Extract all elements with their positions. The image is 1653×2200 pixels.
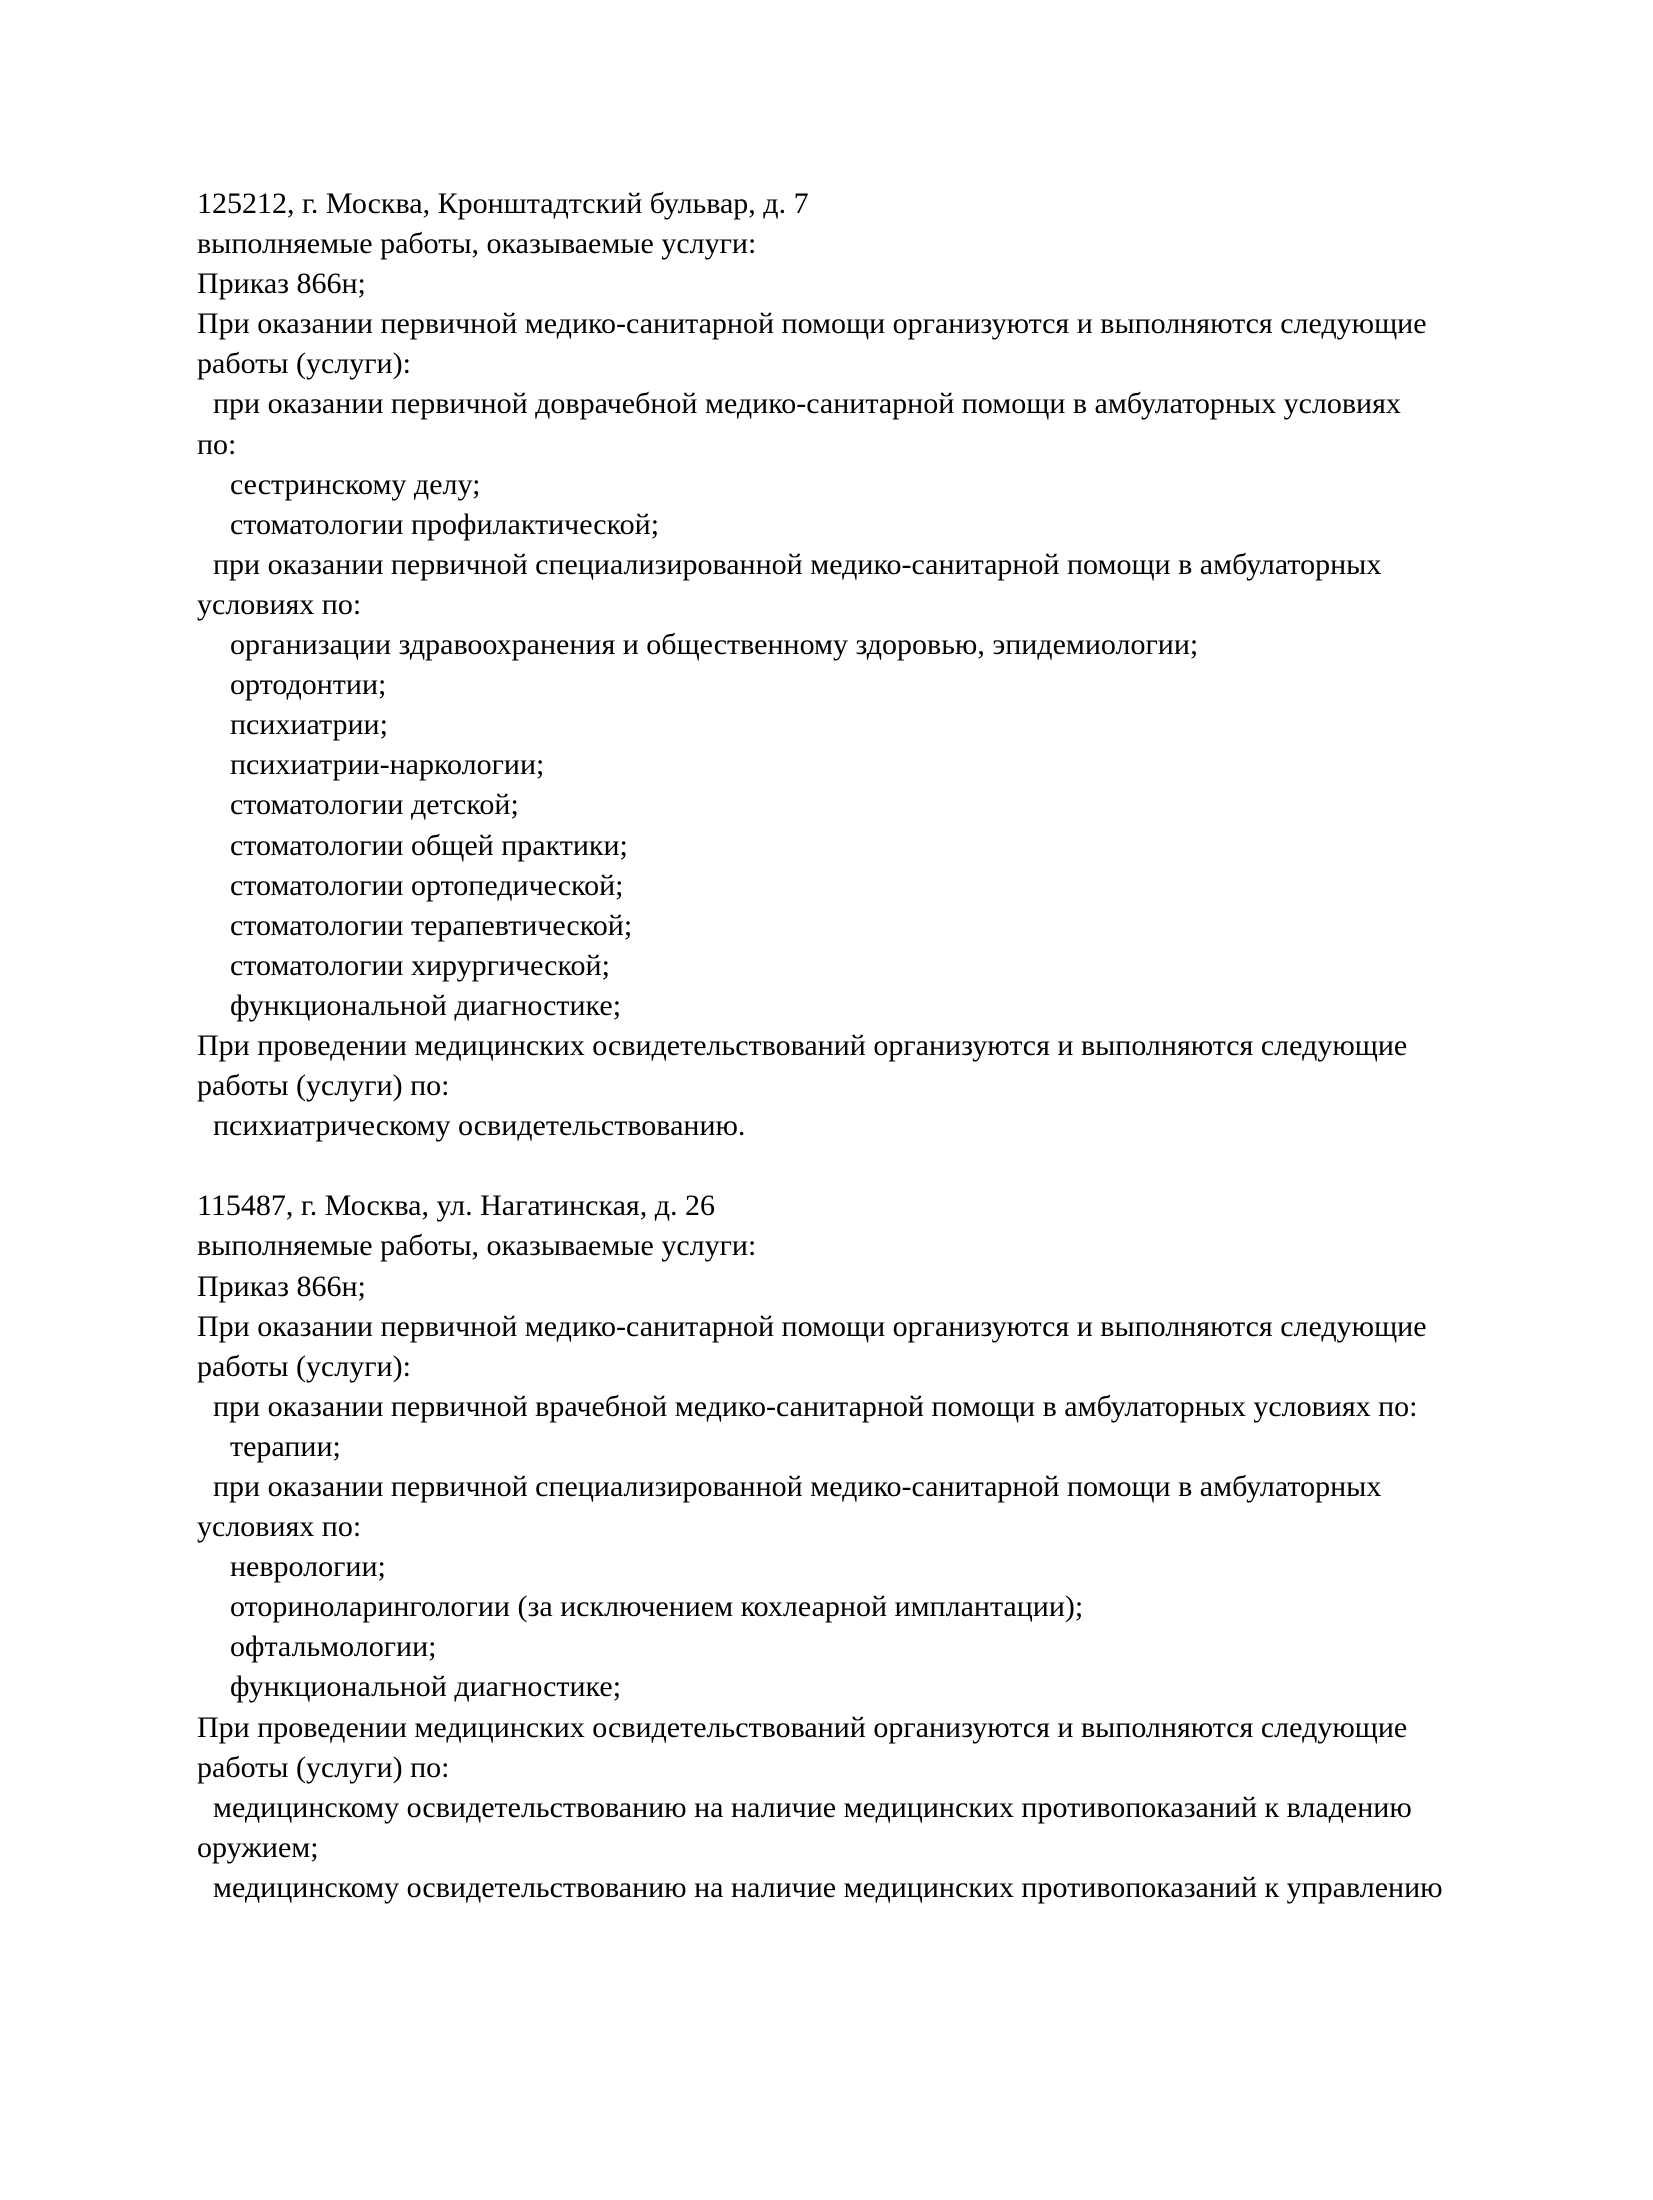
text-line: работы (услуги): bbox=[197, 347, 411, 381]
text-line: При проведении медицинских освидетельствований организуются и выполняются следующие bbox=[197, 1710, 1408, 1744]
license-text-block bbox=[197, 184, 1617, 1908]
text-line: 115487, г. Москва, ул. Нагатинская, д. 26 bbox=[197, 1189, 715, 1223]
text-line: ортодонтии; bbox=[230, 668, 387, 702]
text-line: психиатрическому освидетельствованию. bbox=[213, 1109, 746, 1143]
text-line: При оказании первичной медико-санитарной помощи организуются и выполняются следующие bbox=[197, 307, 1427, 341]
text-line: при оказании первичной врачебной медико-санитарной помощи в амбулаторных условиях по: bbox=[213, 1389, 1418, 1423]
text-line: стоматологии хирургической; bbox=[230, 948, 610, 982]
text-line bbox=[197, 1146, 1617, 1186]
text-line: стоматологии общей практики; bbox=[230, 828, 628, 862]
text-line: при оказании первичной доврачебной медико-санитарной помощи в амбулаторных условиях bbox=[213, 387, 1401, 421]
text-line: при оказании первичной специализированной медико-санитарной помощи в амбулаторных bbox=[213, 547, 1382, 581]
text-line: терапии; bbox=[230, 1429, 341, 1463]
text-line: стоматологии профилактической; bbox=[230, 507, 660, 541]
text-line: Приказ 866н; bbox=[197, 267, 366, 301]
text-line: условиях по: bbox=[197, 587, 362, 621]
text-line: функциональной диагностике; bbox=[230, 988, 622, 1022]
text-line: Приказ 866н; bbox=[197, 1269, 366, 1303]
text-line: оружием; bbox=[197, 1830, 319, 1864]
text-line: по: bbox=[197, 427, 237, 461]
text-line: условиях по: bbox=[197, 1510, 362, 1544]
text-line: 125212, г. Москва, Кронштадтский бульвар, д. 7 bbox=[197, 187, 809, 220]
text-line: оториноларингологии (за исключением кохлеарной имплантации); bbox=[230, 1590, 1084, 1624]
text-line: функциональной диагностике; bbox=[230, 1670, 622, 1704]
text-line: неврологии; bbox=[230, 1550, 386, 1584]
text-line: стоматологии терапевтической; bbox=[230, 908, 633, 942]
text-line: работы (услуги): bbox=[197, 1349, 411, 1383]
text-line: работы (услуги) по: bbox=[197, 1069, 450, 1103]
text-line: При оказании первичной медико-санитарной помощи организуются и выполняются следующие bbox=[197, 1309, 1427, 1343]
text-line: работы (услуги) по: bbox=[197, 1750, 450, 1784]
text-line: выполняемые работы, оказываемые услуги: bbox=[197, 1229, 757, 1263]
text-line: стоматологии детской; bbox=[230, 788, 519, 822]
text-line: психиатрии; bbox=[230, 708, 388, 742]
text-line: стоматологии ортопедической; bbox=[230, 868, 624, 902]
text-line: медицинскому освидетельствованию на наличие медицинских противопоказаний к владению bbox=[213, 1790, 1412, 1824]
text-line: сестринскому делу; bbox=[230, 467, 481, 501]
text-line: офтальмологии; bbox=[230, 1630, 437, 1664]
text-line: выполняемые работы, оказываемые услуги: bbox=[197, 227, 757, 261]
text-line: При проведении медицинских освидетельствований организуются и выполняются следующие bbox=[197, 1028, 1408, 1062]
text-line: психиатрии-наркологии; bbox=[230, 748, 545, 782]
text-line: организации здравоохранения и общественному здоровью, эпидемиологии; bbox=[230, 628, 1199, 662]
text-line: медицинскому освидетельствованию на наличие медицинских противопоказаний к управлению bbox=[213, 1870, 1443, 1904]
text-line: при оказании первичной специализированной медико-санитарной помощи в амбулаторных bbox=[213, 1470, 1382, 1503]
